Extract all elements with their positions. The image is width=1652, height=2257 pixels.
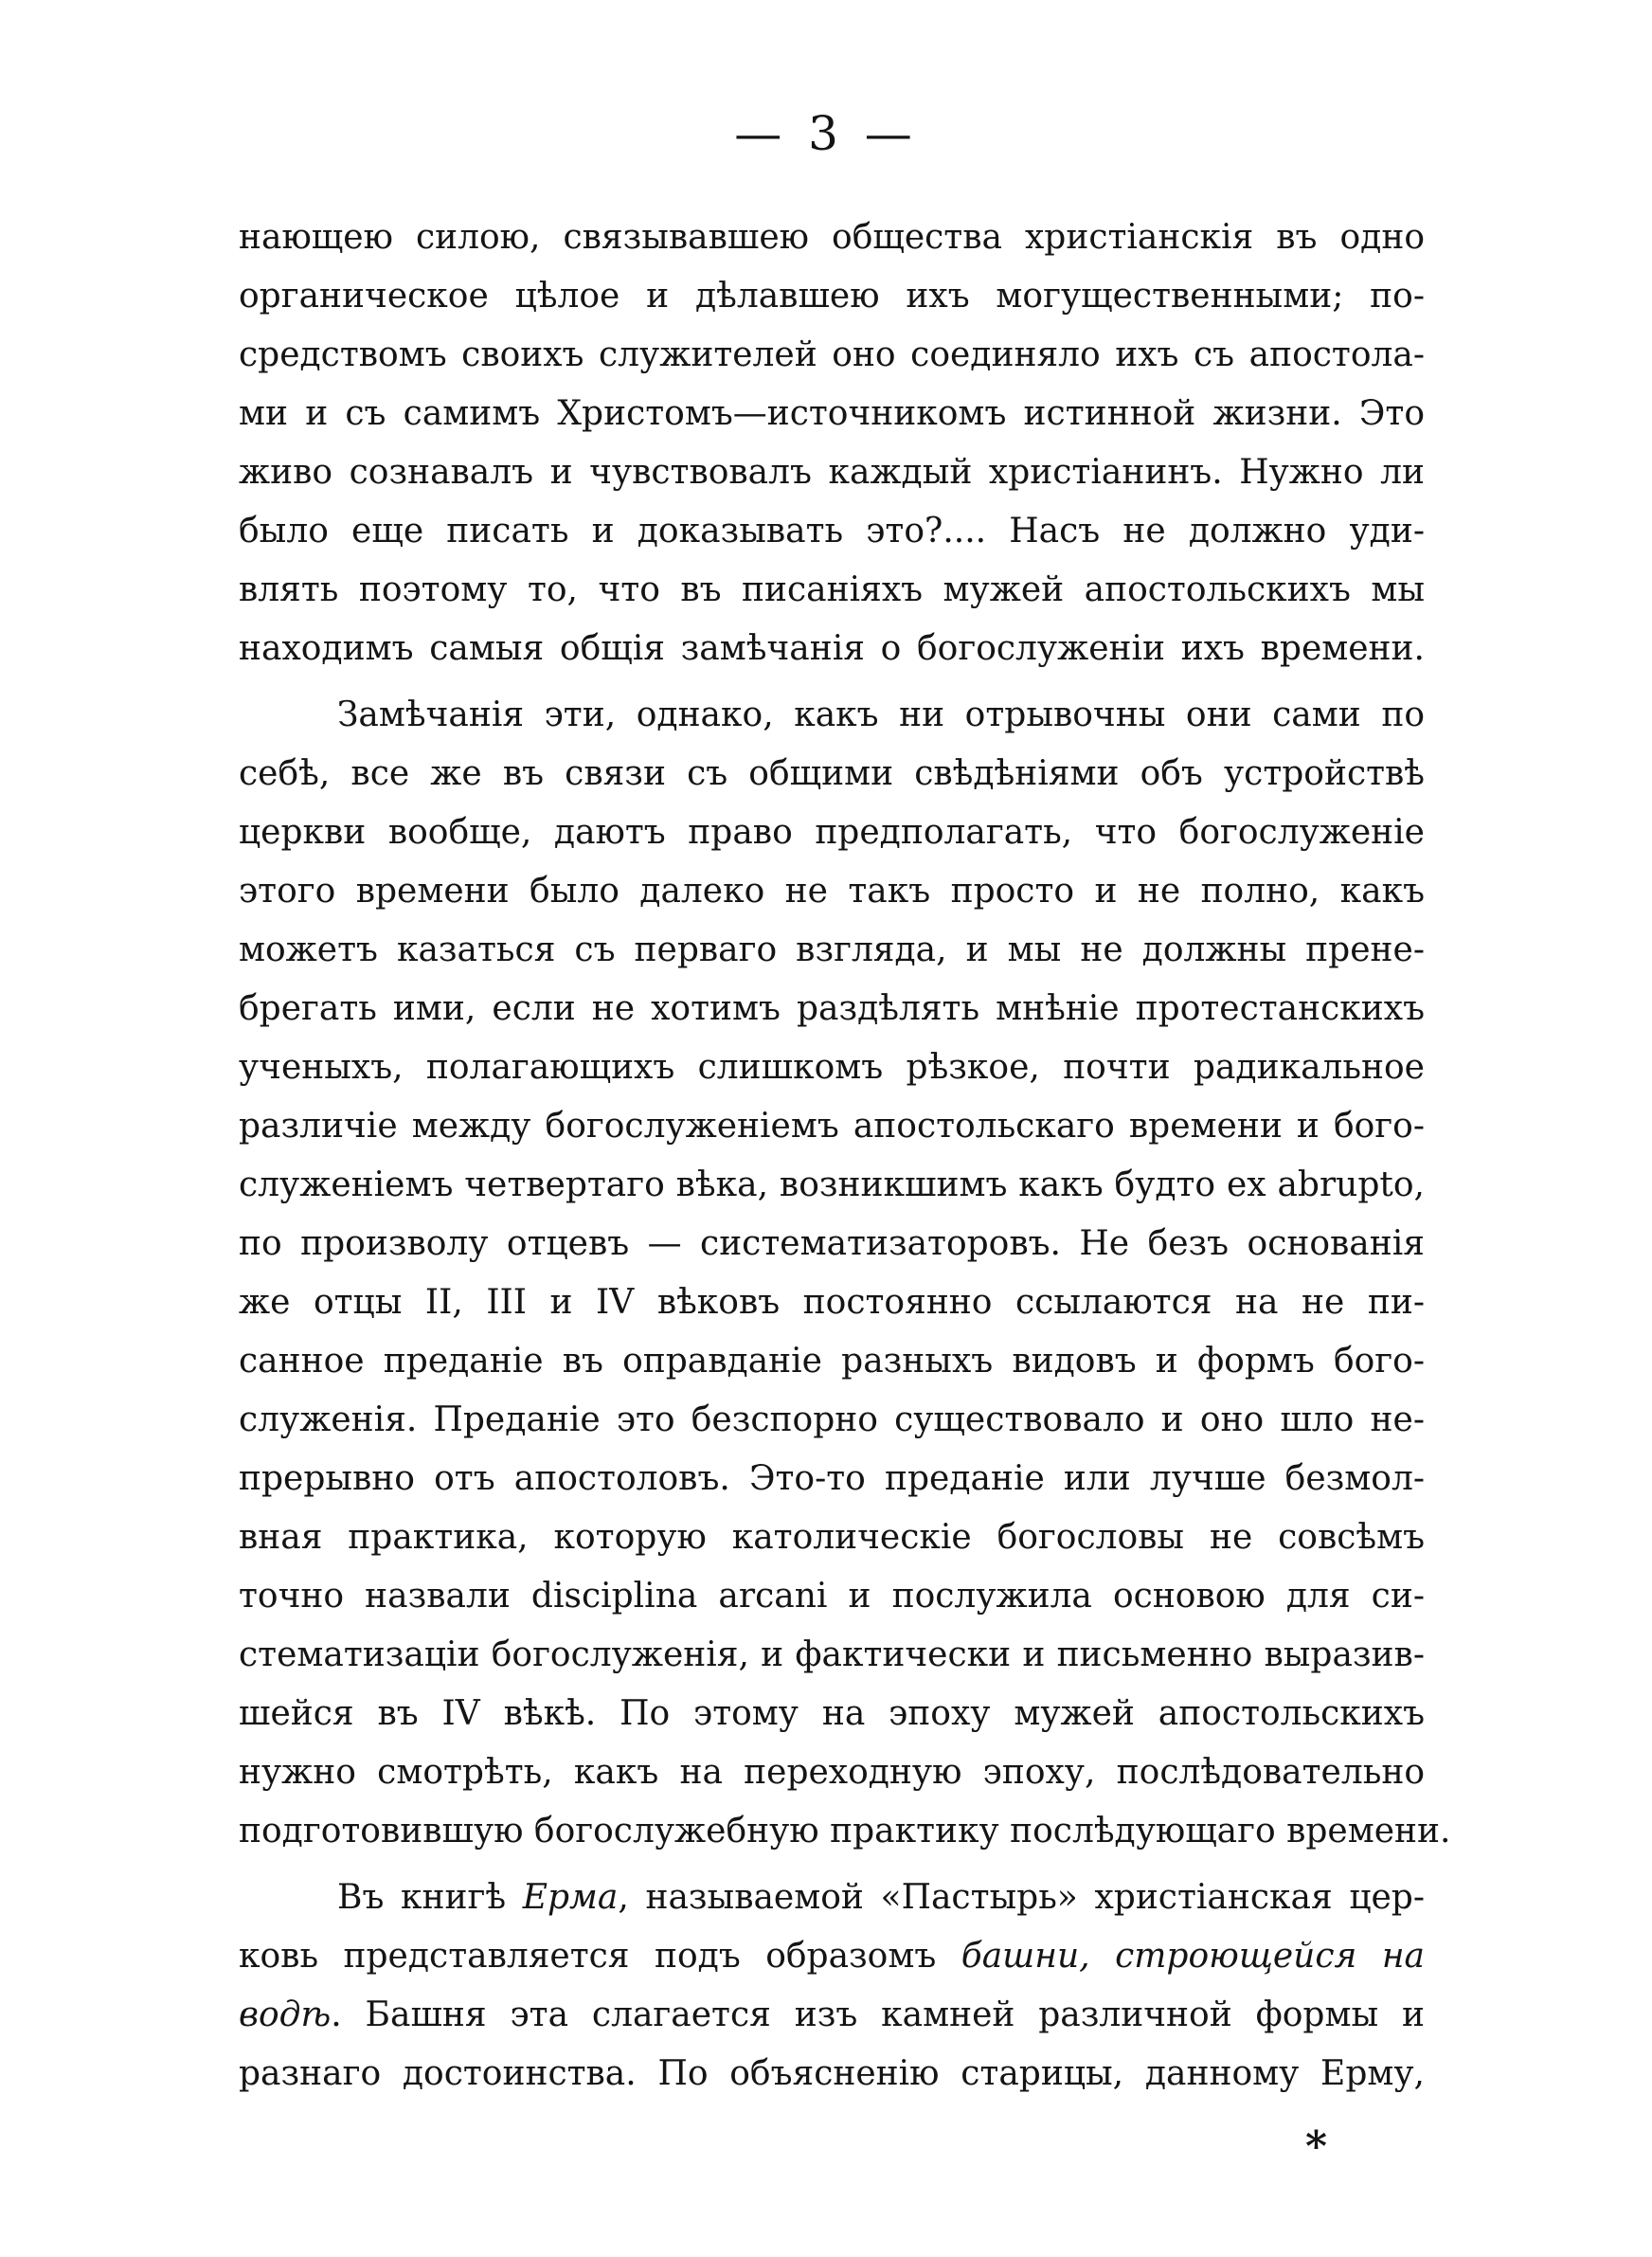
text-line: было еще писать и доказывать это?.... Насъ не должно уди-	[239, 512, 1425, 551]
text-line: нающею силою, связывавшею общества христіанскія въ одно	[239, 218, 1425, 257]
text-line: по произволу отцевъ — систематизаторовъ. Не безъ основанія	[239, 1224, 1425, 1263]
text-line: стематизаціи богослуженія, и фактически и письменно выразив-	[239, 1635, 1425, 1674]
text-line: живо сознавалъ и чувствовалъ каждый христіанинъ. Нужно ли	[239, 453, 1425, 492]
text-line: церкви вообще, даютъ право предполагать, что богослуженіе	[239, 813, 1425, 852]
text-line: брегать ими, если не хотимъ раздѣлять мнѣніе протестанскихъ	[239, 989, 1425, 1028]
text-run: ковь представляется подъ образомъ	[239, 1937, 961, 1976]
italic-phrase: башни, строющейся на	[961, 1937, 1425, 1976]
text-line: влять поэтому то, что въ писаніяхъ мужей апостольскихъ мы	[239, 570, 1425, 609]
text-line: ми и съ самимъ Христомъ—источникомъ истинной жизни. Это	[239, 394, 1425, 433]
text-line: подготовившую богослужебную практику послѣдующаго времени.	[239, 1812, 1451, 1851]
text-run: , называемой «Пастырь» христіанская цер-	[618, 1878, 1426, 1917]
body-text	[239, 208, 1451, 2104]
text-line: служенія. Преданіе это безспорно существовало и оно шло не-	[239, 1400, 1425, 1439]
text-line: нужно смотрѣть, какъ на переходную эпоху, послѣдовательно	[239, 1753, 1425, 1792]
text-line: прерывно отъ апостоловъ. Это-то преданіе или лучше безмол-	[239, 1459, 1425, 1498]
text-line: различіе между богослуженіемъ апостольскаго времени и бого-	[239, 1107, 1425, 1146]
text-line: же отцы II, III и IV вѣковъ постоянно ссылаются на не пи-	[239, 1283, 1425, 1322]
text-line	[239, 1986, 1425, 2045]
paragraph-3	[239, 1869, 1425, 2104]
text-line: этого времени было далеко не такъ просто и не полно, какъ	[239, 872, 1425, 911]
page-number: — 3 —	[734, 106, 918, 161]
text-line: Замѣчанія эти, однако, какъ ни отрывочны они сами по	[337, 695, 1425, 734]
text-line	[239, 1927, 1425, 1986]
text-line: шейся въ IV вѣкѣ. По этому на эпоху мужей апостольскихъ	[239, 1694, 1425, 1733]
paragraph-1	[239, 208, 1425, 678]
text-line: находимъ самыя общія замѣчанія о богослуженіи ихъ времени.	[239, 629, 1425, 668]
text-line: ученыхъ, полагающихъ слишкомъ рѣзкое, почти радикальное	[239, 1048, 1425, 1087]
text-line	[239, 1869, 1425, 1927]
paragraph-2	[239, 686, 1451, 1861]
text-line: точно назвали disciplina arcani и послужила основою для си-	[239, 1577, 1425, 1616]
text-line: санное преданіе въ оправданіе разныхъ видовъ и формъ бого-	[239, 1342, 1425, 1381]
italic-phrase: водѣ	[239, 1995, 332, 2034]
text-run: . Башня эта слагается изъ камней различной формы и	[331, 1995, 1425, 2034]
text-line: разнаго достоинства. По объясненію старицы, данному Ерму,	[239, 2054, 1425, 2093]
text-line: средствомъ своихъ служителей оно соединяло ихъ съ апостола-	[239, 335, 1425, 374]
text-line: себѣ, все же въ связи съ общими свѣдѣніями объ устройствѣ	[239, 754, 1425, 793]
text-line: вная практика, которую католическіе богословы не совсѣмъ	[239, 1518, 1425, 1557]
signature-asterisk: *	[1305, 2122, 1328, 2171]
italic-book-title: Ерма	[522, 1878, 619, 1917]
text-run: Въ книгѣ	[337, 1878, 523, 1917]
text-line: можетъ казаться съ перваго взгляда, и мы не должны прене-	[239, 930, 1425, 969]
text-line: служеніемъ четвертаго вѣка, возникшимъ какъ будто ex abrupto,	[239, 1165, 1425, 1204]
text-line: органическое цѣлое и дѣлавшею ихъ могущественными; по-	[239, 277, 1425, 316]
